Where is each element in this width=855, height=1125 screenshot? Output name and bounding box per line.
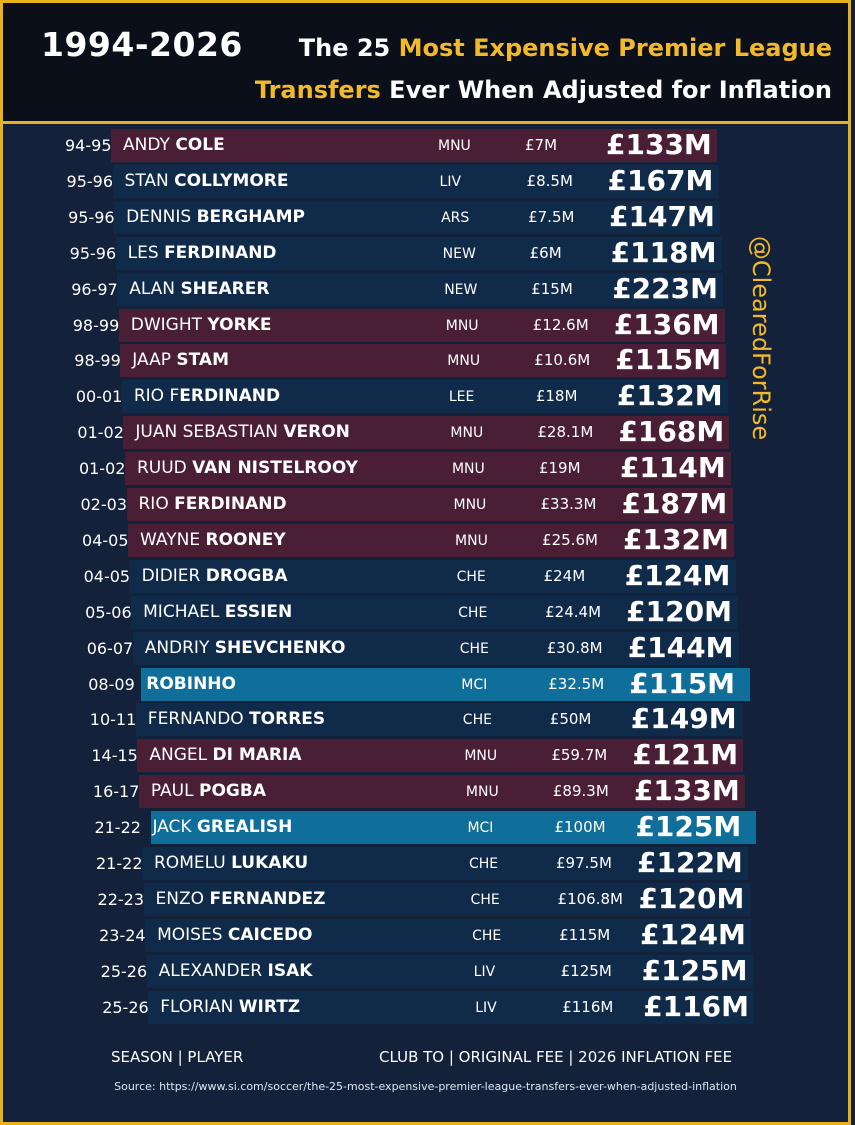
table-row (3, 309, 848, 341)
player-last-name: YORKE (207, 314, 272, 335)
player-last-name: POGBA (199, 781, 266, 802)
row-player (157, 925, 312, 945)
row-inflation-fee: £132M (616, 379, 723, 413)
table-row (3, 344, 848, 376)
row-season: 04-05 (83, 566, 131, 586)
player-first-name: ALAN (129, 278, 176, 299)
row-season: 16-17 (92, 782, 140, 802)
row-season: 98-99 (72, 315, 120, 335)
row-original-fee: £25.6M (542, 530, 598, 549)
row-club: MNU (438, 138, 471, 154)
player-last-name: BERGHAMP (196, 206, 305, 227)
row-inflation-fee: £167M (607, 163, 714, 197)
row-club: MNU (451, 461, 485, 478)
player-first-name: LES (127, 242, 159, 263)
player-last-name: SHEVCHENKO (214, 637, 346, 658)
player-first-name: RUUD (136, 458, 187, 479)
row-player (159, 961, 313, 981)
row-club: MNU (447, 353, 481, 370)
title-line1-b: Most Expensive Premier League (398, 34, 832, 62)
row-inflation-fee: £125M (641, 953, 748, 987)
row-season: 06-07 (86, 638, 134, 658)
row-inflation-fee: £187M (621, 487, 728, 520)
table-row (3, 955, 848, 987)
row-player (156, 889, 326, 909)
table-row (3, 739, 848, 771)
row-club: MNU (465, 784, 499, 801)
row-inflation-fee: £223M (612, 271, 718, 305)
table-row (3, 596, 848, 628)
player-first-name: RIO F (133, 386, 180, 407)
row-player (135, 422, 350, 442)
row-original-fee: £125M (560, 961, 612, 980)
row-season: 01-02 (77, 423, 124, 443)
player-last-name: FERDINAND (174, 494, 287, 514)
player-first-name: ROMELU (154, 853, 226, 873)
row-club: CHE (472, 927, 502, 944)
table-row (3, 488, 848, 520)
row-original-fee: £115M (559, 925, 611, 944)
player-first-name: ANGEL (149, 745, 208, 766)
table-row (3, 991, 848, 1023)
table-row (3, 560, 848, 592)
player-first-name: MICHAEL (143, 601, 220, 622)
row-inflation-fee: £115M (615, 343, 722, 377)
title-line2-a: Transfers (254, 76, 381, 104)
row-club: MNU (450, 425, 484, 442)
row-original-fee: £28.1M (537, 423, 594, 442)
row-inflation-fee: £132M (623, 522, 729, 556)
footer-left-legend: SEASON | PLAYER (111, 1048, 244, 1066)
row-player (137, 458, 358, 478)
player-first-name: RIO (138, 494, 169, 514)
row-club: CHE (462, 712, 492, 729)
row-season: 95-96 (66, 171, 114, 191)
row-inflation-fee: £125M (635, 810, 742, 844)
row-original-fee: £6M (529, 243, 562, 262)
player-last-name: WIRTZ (238, 996, 301, 1017)
row-club: MNU (464, 748, 498, 765)
twitter-handle (741, 233, 781, 443)
player-first-name: JAAP (132, 350, 171, 371)
row-inflation-fee: £115M (629, 666, 736, 700)
row-inflation-fee: £120M (638, 881, 745, 915)
row-season: 95-96 (69, 243, 117, 263)
row-season: 95-96 (68, 207, 115, 227)
player-last-name: COLE (175, 135, 225, 155)
row-season: 08-09 (88, 674, 135, 694)
row-original-fee: £8.5M (526, 171, 573, 190)
player-first-name: JUAN SEBASTIAN (135, 422, 278, 443)
row-club: LIV (439, 173, 462, 190)
row-player (151, 781, 266, 801)
row-original-fee: £7M (525, 136, 558, 154)
player-first-name: WAYNE (140, 529, 201, 550)
row-club: MNU (455, 532, 488, 549)
table-row (3, 919, 848, 951)
player-last-name: VAN NISTELROOY (192, 458, 358, 479)
row-club: CHE (470, 891, 500, 908)
row-original-fee: £59.7M (551, 746, 608, 765)
player-last-name: STAM (176, 350, 229, 371)
row-season: 96-97 (71, 279, 118, 299)
row-inflation-fee: £147M (609, 199, 715, 233)
row-season: 25-26 (100, 961, 148, 981)
row-inflation-fee: £116M (643, 989, 749, 1023)
row-original-fee: £30.8M (546, 638, 603, 657)
page-title (255, 27, 832, 111)
player-last-name: ISAK (267, 960, 313, 981)
row-inflation-fee: £168M (618, 415, 725, 449)
table-row (3, 380, 848, 412)
row-player (140, 530, 286, 550)
row-original-fee: £106.8M (557, 889, 623, 908)
player-last-name: COLLYMORE (174, 170, 289, 191)
player-first-name: JACK (152, 817, 192, 838)
player-last-name: CAICEDO (227, 924, 313, 945)
player-last-name: SHEARER (180, 278, 270, 299)
row-season: 98-99 (74, 351, 121, 371)
row-player (143, 602, 292, 622)
row-player (139, 494, 287, 514)
row-inflation-fee: £124M (624, 558, 731, 592)
title-line2-b: Ever When Adjusted for Inflation (380, 76, 832, 104)
player-last-name: GREALISH (196, 817, 293, 838)
header (3, 3, 848, 124)
table-row (3, 165, 848, 197)
row-original-fee: £116M (562, 997, 614, 1016)
row-original-fee: £50M (549, 710, 592, 729)
player-last-name: ROONEY (205, 529, 286, 550)
player-last-name: DI MARIA (212, 745, 302, 766)
row-inflation-fee: £133M (633, 774, 740, 808)
player-first-name: PAUL (150, 781, 194, 802)
row-inflation-fee: £118M (610, 235, 717, 269)
player-first-name: FLORIAN (160, 996, 234, 1017)
table-row (3, 775, 848, 807)
table-row (3, 811, 848, 843)
row-original-fee: £89.3M (552, 782, 609, 801)
table-row (3, 883, 848, 915)
row-season: 25-26 (102, 997, 149, 1017)
row-season: 01-02 (78, 459, 126, 479)
row-original-fee: £97.5M (556, 854, 612, 872)
row-season: 22-23 (97, 889, 145, 909)
table-row (3, 416, 848, 448)
row-original-fee: £32.5M (548, 674, 605, 693)
row-season: 02-03 (80, 495, 127, 514)
row-season: 21-22 (96, 854, 143, 873)
row-inflation-fee: £124M (640, 917, 746, 951)
row-player (142, 566, 288, 586)
row-original-fee: £7.5M (528, 207, 575, 226)
row-original-fee: £15M (531, 279, 573, 298)
row-player (129, 279, 269, 299)
row-player (132, 350, 229, 370)
row-original-fee: £19M (538, 459, 581, 478)
table-row (3, 668, 848, 700)
row-club: LEE (448, 389, 475, 406)
table-row (3, 201, 848, 233)
row-season: 14-15 (91, 746, 138, 766)
player-first-name: DENNIS (126, 206, 192, 227)
table-row (3, 524, 848, 556)
years-label: 1994-2026 (41, 25, 243, 64)
player-last-name: DROGBA (205, 565, 288, 586)
player-first-name: ANDY (123, 135, 170, 155)
row-season: 94-95 (65, 136, 112, 155)
handle-text: @ClearedForRise (747, 235, 775, 441)
row-inflation-fee: £136M (613, 307, 720, 341)
row-club: MNU (445, 317, 479, 334)
row-player (149, 745, 301, 765)
player-last-name: LUKAKU (231, 853, 309, 873)
row-inflation-fee: £120M (626, 594, 732, 628)
table-row (3, 273, 848, 305)
table-row (3, 237, 848, 269)
player-first-name: ALEXANDER (158, 960, 263, 981)
row-original-fee: £12.6M (532, 315, 589, 334)
row-inflation-fee: £149M (630, 702, 737, 736)
row-club: NEW (444, 281, 478, 298)
player-first-name: DIDIER (141, 565, 201, 586)
row-season: 21-22 (94, 818, 141, 838)
row-original-fee: £24.4M (545, 602, 602, 621)
player-last-name: FERNANDEZ (209, 888, 326, 909)
source-note: Source: https://www.si.com/soccer/the-25-most-expensive-premier-league-transfers-ever-when-adjusted-inflation (114, 1080, 737, 1093)
table-row (3, 847, 848, 879)
row-club: MCI (461, 676, 488, 693)
player-last-name: ERDINAND (179, 386, 281, 407)
row-player (128, 243, 277, 263)
title-line1-a: The 25 (298, 34, 399, 62)
row-inflation-fee: £114M (619, 451, 726, 485)
row-season: 04-05 (82, 530, 129, 550)
player-first-name: STAN (124, 170, 169, 191)
row-player (126, 207, 305, 227)
row-club: MNU (453, 497, 487, 513)
player-last-name: FERDINAND (164, 242, 277, 263)
player-last-name: TORRES (249, 709, 326, 730)
player-last-name: ESSIEN (224, 601, 293, 622)
row-player (123, 135, 225, 155)
row-player (160, 997, 300, 1017)
row-club: ARS (441, 209, 470, 226)
row-season: 05-06 (85, 602, 132, 622)
row-player (154, 853, 308, 873)
row-inflation-fee: £121M (632, 738, 739, 772)
row-player (125, 171, 289, 191)
row-club: CHE (458, 604, 488, 621)
row-club: MCI (467, 820, 494, 837)
row-inflation-fee: £144M (627, 630, 734, 664)
table-row (3, 632, 848, 664)
table-row (3, 129, 848, 161)
player-first-name: MOISES (157, 924, 223, 945)
player-last-name: ROBINHO (146, 673, 236, 694)
table-row (3, 703, 848, 735)
player-last-name: VERON (283, 422, 350, 443)
row-original-fee: £24M (543, 566, 586, 585)
row-club: NEW (442, 245, 476, 262)
row-player (148, 709, 325, 729)
footer-right-legend: CLUB TO | ORIGINAL FEE | 2026 INFLATION FEE (379, 1048, 733, 1066)
table-row (3, 452, 848, 484)
player-first-name: ENZO (155, 888, 205, 909)
row-club: CHE (459, 640, 489, 657)
player-first-name: FERNANDO (147, 709, 244, 730)
row-season: 00-01 (75, 387, 123, 407)
row-club: LIV (475, 999, 497, 1016)
row-original-fee: £100M (554, 818, 606, 837)
row-inflation-fee: £122M (637, 846, 743, 879)
row-original-fee: £18M (535, 387, 578, 406)
row-club: LIV (473, 963, 496, 980)
row-inflation-fee: £133M (606, 128, 712, 161)
row-player (146, 674, 236, 694)
row-player (145, 638, 346, 658)
row-player (134, 386, 280, 406)
row-season: 10-11 (89, 710, 137, 730)
row-original-fee: £10.6M (534, 351, 591, 370)
row-player (152, 817, 292, 837)
player-first-name: DWIGHT (130, 314, 203, 335)
row-player (131, 315, 272, 335)
row-club: CHE (469, 856, 499, 872)
row-club: CHE (456, 568, 486, 585)
row-original-fee: £33.3M (540, 495, 597, 513)
row-season: 23-24 (99, 925, 146, 945)
player-first-name: ANDRIY (144, 637, 210, 658)
